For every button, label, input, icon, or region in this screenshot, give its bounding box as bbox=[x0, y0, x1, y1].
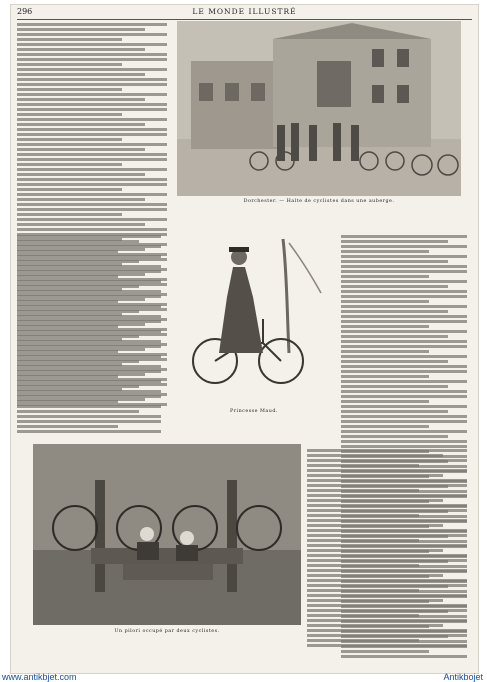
inn-cyclists-illustration bbox=[177, 21, 461, 196]
pillory-cyclists-illustration bbox=[33, 444, 301, 625]
photo-inn-cyclists bbox=[177, 21, 461, 196]
header-rule bbox=[17, 19, 472, 20]
caption-pillory-cyclists: Un pilori occupé par deux cyclistes. bbox=[114, 629, 220, 634]
caption-inn-cyclists: Dorchester. — Halte de cyclistes dans une auberge. bbox=[243, 199, 395, 204]
footer-left-text: www.antikbjet.com bbox=[2, 672, 77, 682]
journal-title: LE MONDE ILLUSTRÉ bbox=[192, 7, 297, 16]
photo-pillory-cyclists bbox=[33, 444, 301, 625]
princess-maud-drawing bbox=[171, 233, 331, 413]
caption-princess-maud: Princesse Maud. bbox=[230, 409, 278, 414]
page-header bbox=[11, 5, 478, 19]
page-number: 296 bbox=[17, 7, 33, 16]
illustration-princess-maud bbox=[171, 233, 331, 413]
article-column-bottom-right bbox=[307, 449, 467, 649]
footer-right-text: Antikbojet bbox=[443, 672, 483, 682]
newspaper-page bbox=[10, 4, 479, 674]
article-column-left-mid bbox=[17, 235, 161, 435]
